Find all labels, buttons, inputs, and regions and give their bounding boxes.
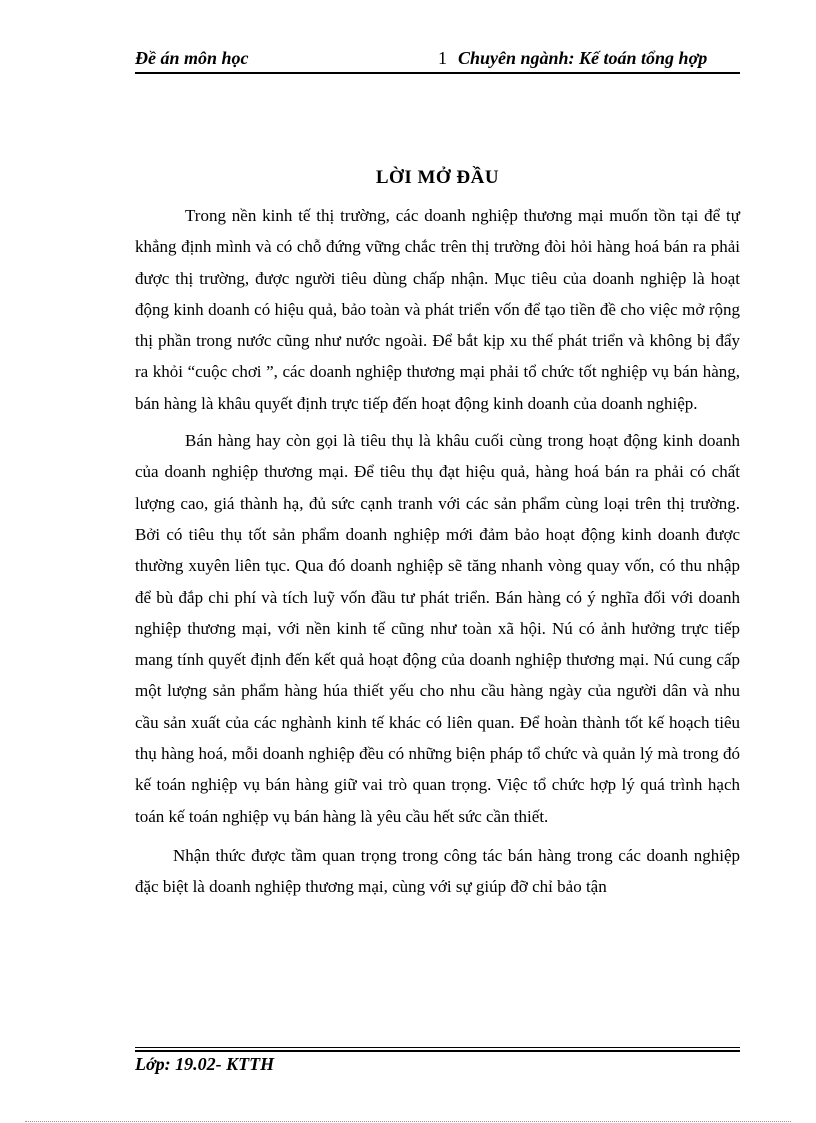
- header-divider: [135, 72, 740, 74]
- page-header: [135, 48, 740, 72]
- paragraph: Bán hàng hay còn gọi là tiêu thụ là khâu cuối cùng trong hoạt động kinh doanh của doanh nghiệp thương mại. Để tiêu thụ đạt hiệu quả, hàng hoá bán ra phải có chất lượng cao, giá thành hạ, đủ sức cạnh tranh với các sản phẩm cùng loại trên thị trường. Bởi có tiêu thụ tốt sản phẩm doanh nghiệp mới đảm bảo hoạt động kinh doanh được thường xuyên liên tục. Qua đó doanh nghiệp sẽ tăng nhanh vòng quay vốn, có thu nhập để bù đắp chi phí và tích luỹ vốn đầu tư phát triển. Bán hàng có ý nghĩa đối với doanh nghiệp thương mại, với nền kinh tế cũng như toàn xã hội. Nú có ảnh hưởng trực tiếp mang tính quyết định đến kết quả hoạt động của doanh nghiệp thương mại. Nú cung cấp một lượng sản phẩm hàng húa thiết yếu cho nhu cầu hàng ngày của người dân và nhu cầu sản xuất của các nghành kinh tế khác có liên quan. Để hoàn thành tốt kế hoạch tiêu thụ hàng hoá, mỗi doanh nghiệp đều có những biện pháp tổ chức và quản lý mà trong đó kế toán nghiệp vụ bán hàng giữ vai trò quan trọng. Việc tổ chức hợp lý quá trình hạch toán kế toán nghiệp vụ bán hàng là yêu cầu hết sức cần thiết.: [135, 431, 740, 826]
- page-number: 1: [438, 48, 447, 68]
- page-footer-class-label: Lớp: 19.02- KTTH: [135, 1054, 275, 1074]
- paragraph: Trong nền kinh tế thị trường, các doanh nghiệp thương mại muốn tồn tại để tự khẳng định mình và có chỗ đứng vững chắc trên thị trường đòi hỏi hàng hoá bán ra phải được thị trường, được người tiêu dùng chấp nhận. Mục tiêu của doanh nghiệp là hoạt động kinh doanh có hiệu quả, bảo toàn và phát triển vốn để tạo tiền đề cho việc mở rộng thị phần trong nước cũng như nước ngoài. Để bắt kịp xu thế phát triển và không bị đẩy ra khỏi “cuộc chơi ”, các doanh nghiệp thương mại phải tổ chức tốt nghiệp vụ bán hàng, bán hàng là khâu quyết định trực tiếp đến hoạt động kinh doanh của doanh nghiệp.: [135, 206, 740, 413]
- footer-divider-thick: [135, 1050, 740, 1052]
- header-course-label: Đề án môn học: [135, 48, 249, 68]
- body-text: [135, 200, 740, 903]
- footer-divider-thin: [135, 1047, 740, 1048]
- page-bottom-border: [25, 1121, 791, 1122]
- paragraph: Nhận thức được tầm quan trọng trong công tác bán hàng trong các doanh nghiệp đặc biệt là doanh nghiệp thương mại, cùng với sự giúp đỡ chỉ bảo tận: [135, 845, 740, 897]
- page-title: LỜI MỞ ĐẦU: [375, 167, 500, 188]
- header-major-label: Chuyên ngành: Kế toán tổng hợp: [458, 48, 708, 68]
